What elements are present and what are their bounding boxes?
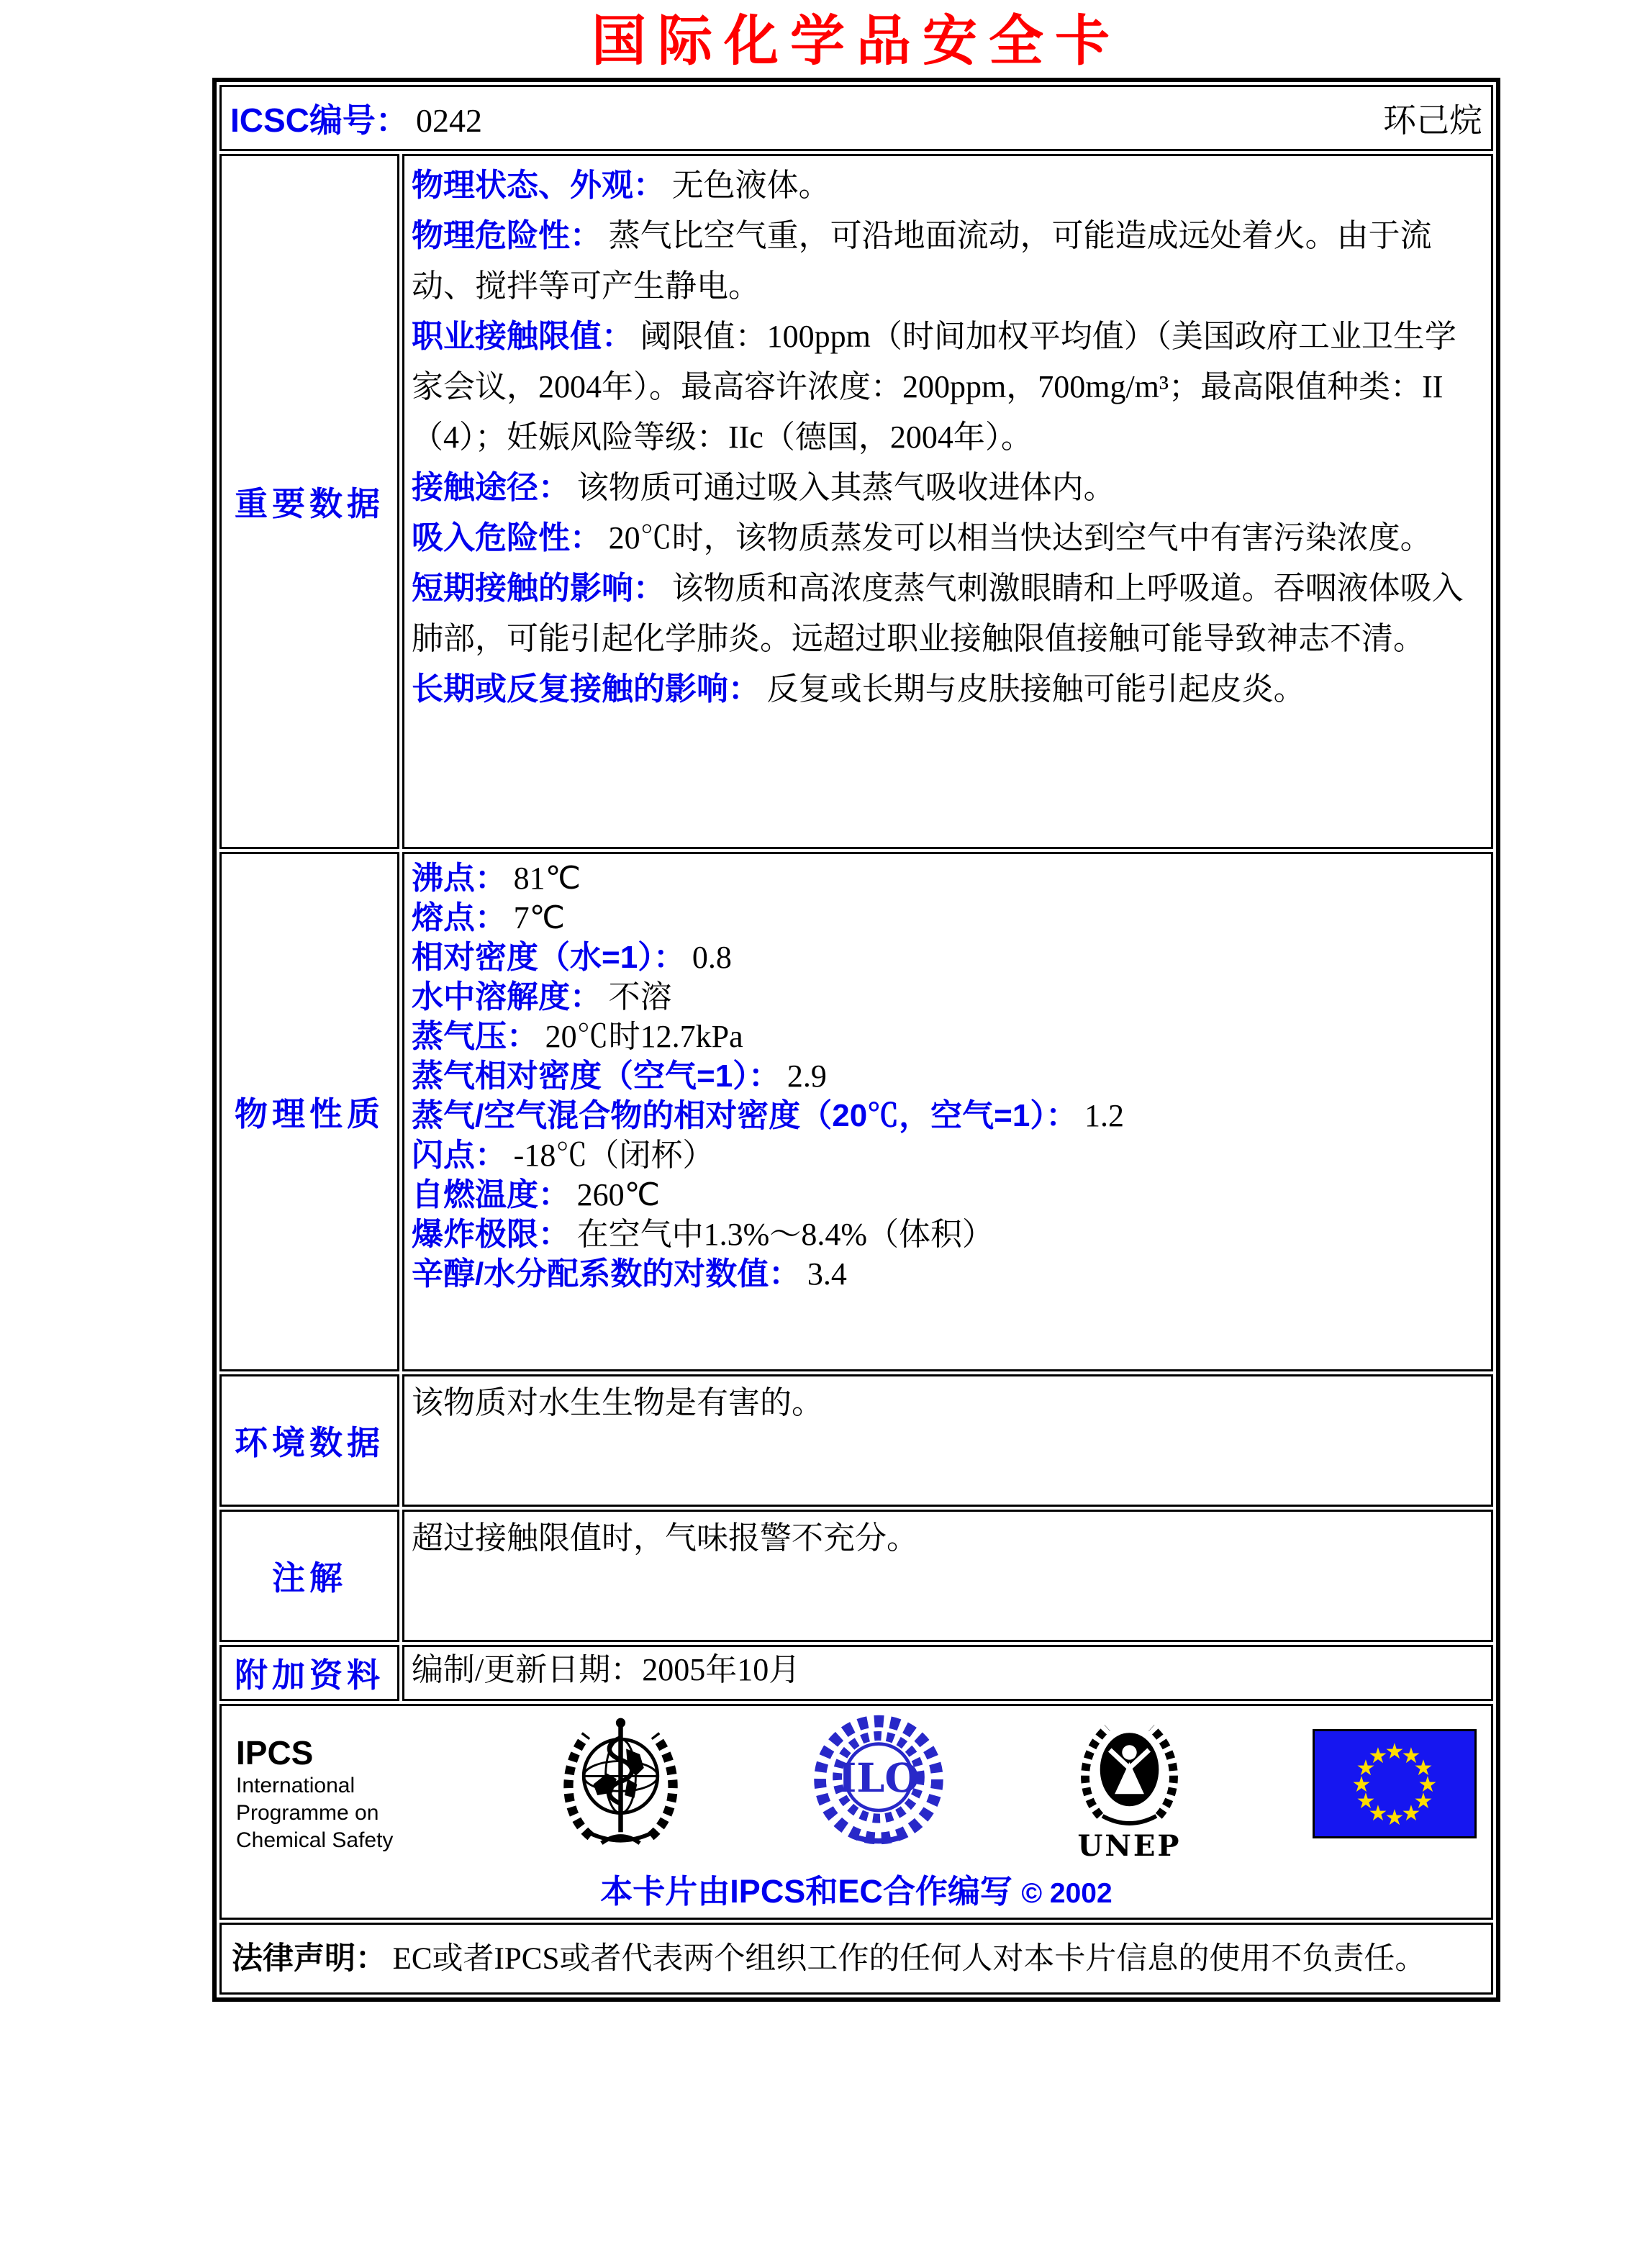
property-value: 1.2 xyxy=(1084,1098,1125,1133)
table-row xyxy=(219,1510,1493,1642)
environment-data-content xyxy=(402,1374,1493,1507)
property-line xyxy=(412,1096,1484,1135)
section-label-additional-info: 附加资料 xyxy=(219,1645,399,1701)
field-label: 接触途径： xyxy=(412,470,570,505)
field-value: 该物质可通过吸入其蒸气吸收进体内。 xyxy=(576,470,1115,505)
field-label: 物理危险性： xyxy=(412,218,602,253)
legal-notice-label: 法律声明： xyxy=(232,1941,386,1976)
additional-info-text: 编制/更新日期：2005年10月 xyxy=(412,1652,801,1687)
logos-footer-cell xyxy=(219,1704,1493,1920)
property-label: 相对密度（水=1）： xyxy=(412,940,686,975)
ipcs-subtitle-line: Programme on xyxy=(236,1801,379,1825)
section-label-environment-data: 环境数据 xyxy=(219,1374,399,1507)
who-logo-icon xyxy=(550,1713,691,1850)
table-row xyxy=(219,1645,1493,1701)
property-value: 260℃ xyxy=(576,1177,661,1212)
field-value: 反复或长期与皮肤接触可能引起皮炎。 xyxy=(766,671,1305,707)
section-label-physical-properties: 物理性质 xyxy=(219,852,399,1371)
property-value: 20℃时12.7kPa xyxy=(545,1019,743,1054)
property-label: 蒸气/空气混合物的相对密度（20℃，空气=1）： xyxy=(412,1098,1078,1133)
field-label: 短期接触的影响： xyxy=(412,571,665,606)
field xyxy=(412,563,1484,664)
property-value: 3.4 xyxy=(807,1256,847,1292)
svg-text:★: ★ xyxy=(1401,1743,1421,1769)
notes-text: 超过接触限值时，气味报警不充分。 xyxy=(412,1520,918,1556)
important-data-content xyxy=(402,154,1493,849)
svg-text:★: ★ xyxy=(1368,1743,1388,1769)
table-row xyxy=(219,852,1493,1371)
field xyxy=(412,160,1484,211)
svg-text:★: ★ xyxy=(1368,1801,1388,1826)
property-label: 闪点： xyxy=(412,1138,507,1173)
svg-text:★: ★ xyxy=(1385,1805,1405,1831)
property-label: 沸点： xyxy=(412,861,507,896)
property-line xyxy=(412,1056,1484,1096)
svg-text:ILO: ILO xyxy=(838,1755,920,1802)
svg-text:★: ★ xyxy=(1413,1756,1433,1781)
field-value: 20℃时，该物质蒸发可以相当快达到空气中有害污染浓度。 xyxy=(608,520,1432,555)
property-line xyxy=(412,1175,1484,1215)
property-label: 辛醇/水分配系数的对数值： xyxy=(412,1256,801,1292)
field xyxy=(412,312,1484,463)
property-line xyxy=(412,977,1484,1017)
section-label-notes: 注解 xyxy=(219,1510,399,1642)
ilo-logo-icon xyxy=(811,1713,946,1846)
field-label: 吸入危险性： xyxy=(412,520,602,555)
field xyxy=(412,463,1484,513)
icsc-number-label: ICSC编号： xyxy=(230,101,409,139)
property-value: 不溶 xyxy=(608,979,672,1015)
table-row xyxy=(219,154,1493,849)
table-row xyxy=(219,85,1493,151)
property-line xyxy=(412,1254,1484,1294)
property-line xyxy=(412,858,1484,898)
property-line xyxy=(412,938,1484,977)
field-value: 无色液体。 xyxy=(671,168,830,203)
table-row xyxy=(219,1374,1493,1507)
svg-text:★: ★ xyxy=(1413,1789,1433,1814)
property-line xyxy=(412,898,1484,938)
ipcs-subtitle-line: International xyxy=(236,1774,355,1797)
property-value: 在空气中1.3%～8.4%（体积） xyxy=(576,1217,994,1252)
field-value: 该物质和高浓度蒸气刺激眼睛和上呼吸道。吞咽液体吸入肺部，可能引起化学肺炎。远超过职业接触限值接触可能导致神志不清。 xyxy=(412,571,1464,656)
property-value: 0.8 xyxy=(692,940,732,975)
property-value: 81℃ xyxy=(513,861,581,896)
svg-text:★: ★ xyxy=(1385,1739,1405,1764)
legal-notice-text: EC或者IPCS或者代表两个组织工作的任何人对本卡片信息的使用不负责任。 xyxy=(392,1941,1426,1976)
icsc-card-table xyxy=(212,78,1500,2002)
field-value: 阈限值：100ppm（时间加权平均值）（美国政府工业卫生学家会议，2004年）。最高容许浓度：200ppm，700mg/m³；最高限值种类：II（4）；妊娠风险等级：IIc（德国，2004年）。 xyxy=(412,319,1456,455)
property-label: 蒸气压： xyxy=(412,1019,538,1054)
physical-properties-content xyxy=(402,852,1493,1371)
header-row-cell xyxy=(219,85,1493,151)
svg-text:★: ★ xyxy=(1356,1756,1376,1781)
svg-text:★: ★ xyxy=(1401,1801,1421,1826)
property-label: 自燃温度： xyxy=(412,1177,570,1212)
field-label: 物理状态、外观： xyxy=(412,168,665,203)
credit-line xyxy=(222,1865,1491,1912)
field xyxy=(412,211,1484,312)
property-line xyxy=(412,1135,1484,1175)
svg-text:★: ★ xyxy=(1356,1789,1376,1814)
property-line xyxy=(412,1215,1484,1254)
field-value: 蒸气比空气重，可沿地面流动，可能造成远处着火。由于流动、搅拌等可产生静电。 xyxy=(412,218,1432,304)
property-label: 水中溶解度： xyxy=(412,979,602,1015)
page-title: 国际化学品安全卡 xyxy=(592,9,1121,73)
credit-text: 本卡片由IPCS和EC合作编写 xyxy=(600,1873,1012,1910)
icsc-number-value: 0242 xyxy=(416,102,483,139)
property-value: 2.9 xyxy=(787,1058,827,1094)
table-row xyxy=(219,1923,1493,1995)
icsc-number-group xyxy=(230,94,482,142)
credit-year: © 2002 xyxy=(1021,1878,1112,1909)
field-label: 长期或反复接触的影响： xyxy=(412,671,760,707)
property-value: -18℃（闭杯） xyxy=(513,1138,715,1173)
legal-notice-cell xyxy=(219,1923,1493,1995)
field xyxy=(412,513,1484,563)
property-label: 蒸气相对密度（空气=1）： xyxy=(412,1058,781,1094)
ipcs-subtitle-line: Chemical Safety xyxy=(236,1828,394,1852)
additional-info-content xyxy=(402,1645,1493,1701)
property-label: 熔点： xyxy=(412,900,507,935)
svg-text:★: ★ xyxy=(1418,1772,1438,1797)
table-row xyxy=(219,1704,1493,1920)
property-label: 爆炸极限： xyxy=(412,1217,570,1252)
chemical-name: 环己烷 xyxy=(1383,102,1482,139)
ipcs-title: IPCS xyxy=(236,1734,314,1772)
unep-logo-icon xyxy=(1066,1713,1192,1861)
ipcs-text-block xyxy=(236,1713,430,1854)
field-label: 职业接触限值： xyxy=(412,319,633,354)
environment-text: 该物质对水生生物是有害的。 xyxy=(412,1385,823,1420)
eu-flag-icon xyxy=(1313,1713,1477,1838)
property-value: 7℃ xyxy=(513,900,566,935)
svg-text:★: ★ xyxy=(1351,1772,1372,1797)
section-label-important-data: 重要数据 xyxy=(219,154,399,849)
notes-content xyxy=(402,1510,1493,1642)
property-line xyxy=(412,1017,1484,1056)
field xyxy=(412,664,1484,715)
unep-label: UNEP xyxy=(1077,1829,1182,1863)
